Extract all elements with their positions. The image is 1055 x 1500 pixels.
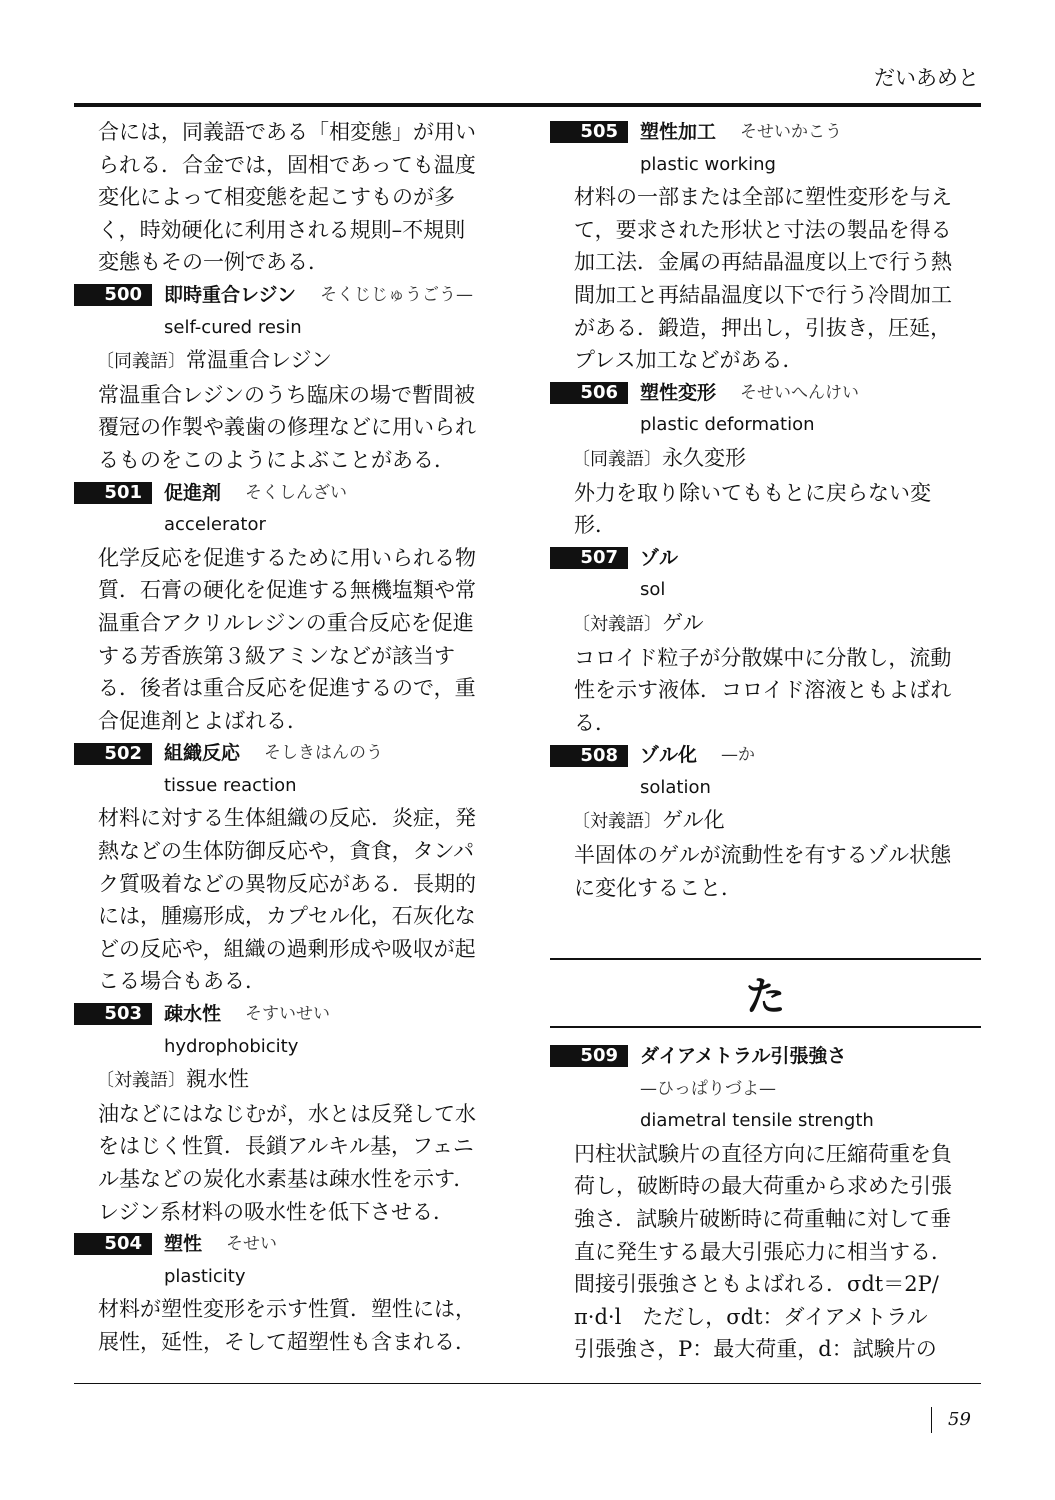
english-term: tissue reaction: [164, 774, 297, 796]
entry-505: [550, 116, 982, 377]
reading: そせいへんけい: [740, 382, 860, 403]
entry-number: 501: [74, 482, 152, 504]
reading: そしきはんのう: [264, 743, 384, 764]
text-line: 展性，延性，そして超塑性も含まれる．: [98, 1329, 476, 1354]
text-line: 質．石膏の硬化を促進する無機塩類や常: [98, 578, 476, 603]
text-line: 温重合アクリルレジンの重合反応を促進: [98, 610, 474, 635]
reading: —か: [721, 745, 756, 766]
english-term: sol: [640, 579, 666, 601]
text-line: 間加工と再結晶温度以下で行う冷間加工: [574, 282, 952, 307]
right-column: [550, 116, 982, 904]
text-line: く，時効硬化に利用される規則–不規則: [98, 217, 466, 242]
text-line: 変態もその一例である．: [98, 250, 329, 275]
entry-number: 506: [550, 382, 628, 404]
headword: 塑性加工: [640, 121, 717, 143]
footer-divider: [931, 1407, 932, 1433]
antonym-label: 〔対義語〕: [572, 613, 662, 635]
text-line: 荷し，破断時の最大荷重から求めた引張: [574, 1174, 952, 1199]
section-heading-ta: た: [550, 958, 981, 1028]
synonym: 常温重合レジン: [186, 348, 332, 373]
entry-number: 504: [74, 1233, 152, 1255]
headword: 即時重合レジン: [164, 283, 297, 306]
reading: そせい: [226, 1234, 278, 1255]
text-line: どの反応や，組織の過剰形成や吸収が起: [98, 936, 476, 961]
english-term: plasticity: [164, 1265, 246, 1287]
text-line: 覆冠の作製や義歯の修理などに用いられ: [98, 415, 476, 440]
english-term: plastic deformation: [640, 414, 815, 436]
text-line: 間接引張強さともよばれる．σdt＝2P/: [574, 1272, 939, 1297]
synonym-label: 〔同義語〕: [572, 448, 662, 470]
entry-number: 508: [550, 745, 628, 767]
text-line: 材料の一部または全部に塑性変形を与え: [574, 185, 952, 210]
entry-501: [74, 477, 506, 738]
headword: ゾル化: [640, 744, 698, 767]
right-column-continued: [550, 1040, 982, 1366]
text-line: π·d·l ただし，σdt：ダイアメトラル: [574, 1304, 928, 1329]
english-term: solation: [640, 776, 711, 798]
text-line: 材料に対する生体組織の反応．炎症，発: [98, 806, 476, 831]
entry-507: [550, 542, 982, 740]
antonym-label: 〔対義語〕: [96, 1070, 186, 1092]
reading: そくじじゅうごう—: [320, 284, 474, 305]
english-term: accelerator: [164, 514, 266, 536]
text-line: コロイド粒子が分散媒中に分散し，流動: [574, 645, 952, 670]
text-line: ク質吸着などの異物反応がある．長期的: [98, 871, 476, 896]
text-line: る．: [574, 710, 616, 735]
text-line: する芳香族第３級アミンなどが該当す: [98, 643, 455, 668]
antonym: ゲル化: [662, 808, 725, 833]
text-line: には，腫瘍形成，カプセル化，石灰化な: [98, 904, 476, 929]
text-line: レジン系材料の吸水性を低下させる．: [98, 1199, 454, 1224]
text-line: 熱などの生体防御反応や，貪食，タンパ: [98, 839, 475, 864]
text-line: 材料が塑性変形を示す性質．塑性には，: [98, 1297, 476, 1322]
text-line: られる．合金では，固相であっても温度: [98, 152, 476, 177]
text-line: るものをこのようによぶことがある．: [98, 447, 455, 472]
text-line: 円柱状試験片の直径方向に圧縮荷重を負: [574, 1141, 952, 1166]
continued-text: [74, 116, 506, 279]
synonym: 永久変形: [662, 445, 746, 470]
synonym-label: 〔同義語〕: [96, 351, 186, 373]
entry-509: [550, 1040, 982, 1366]
text-line: 合促進剤とよばれる．: [98, 708, 308, 733]
entry-508: [550, 739, 982, 904]
text-line: 外力を取り除いてももとに戻らない変: [574, 480, 931, 505]
headword: 組織反応: [164, 742, 241, 765]
running-head: だいあめと: [874, 66, 979, 90]
text-line: こる場合もある．: [98, 969, 266, 994]
english-term: diametral tensile strength: [640, 1110, 874, 1132]
headword: 疎水性: [164, 1003, 222, 1026]
page-number: 59: [948, 1409, 971, 1430]
text-line: 加工法．金属の再結晶温度以上で行う熱: [574, 250, 952, 275]
text-line: 合には，同義語である「相変態」が用い: [98, 120, 476, 144]
headword: ゾル: [640, 546, 679, 569]
headword: 促進剤: [164, 481, 222, 504]
headword: 塑性: [164, 1233, 203, 1256]
text-line: 油などにはなじむが，水とは反発して水: [98, 1101, 476, 1126]
entry-504: [74, 1228, 506, 1358]
entry-500: [74, 279, 506, 477]
entry-502: [74, 737, 506, 998]
english-term: hydrophobicity: [164, 1035, 299, 1057]
text-line: 引張強さ，P：最大荷重，d：試験片の: [574, 1337, 937, 1362]
text-line: 性を示す液体．コロイド溶液ともよばれ: [574, 678, 952, 703]
text-line: ル基などの炭化水素基は疎水性を示す．: [98, 1167, 475, 1191]
antonym-label: 〔対義語〕: [572, 811, 662, 833]
text-line: をはじく性質．長鎖アルキル基，フェニ: [98, 1134, 474, 1159]
text-line: 強さ．試験片破断時に荷重軸に対して垂: [574, 1206, 952, 1231]
text-line: 化学反応を促進するために用いられる物: [98, 545, 476, 570]
text-line: に変化すること．: [574, 875, 742, 900]
left-column: [74, 116, 506, 1359]
entry-503: [74, 998, 506, 1228]
antonym: ゲル: [662, 610, 704, 635]
text-line: る．後者は重合反応を促進するので，重: [98, 676, 476, 701]
entry-506: [550, 377, 982, 542]
text-line: がある．鍛造，押出し，引抜き，圧延，: [574, 315, 952, 340]
headword: 塑性変形: [640, 381, 717, 404]
reading: そくしんざい: [245, 482, 348, 503]
reading: そすいせい: [245, 1004, 331, 1025]
entry-number: 505: [550, 121, 628, 143]
english-term: self-cured resin: [164, 316, 302, 338]
entry-number: 500: [74, 284, 152, 306]
english-term: plastic working: [640, 153, 776, 175]
text-line: 直に発生する最大引張応力に相当する．: [574, 1239, 952, 1264]
text-line: て，要求された形状と寸法の製品を得る: [574, 217, 952, 242]
text-line: 半固体のゲルが流動性を有するゾル状態: [574, 843, 952, 868]
footer-rule: [74, 1383, 981, 1384]
text-line: 形．: [574, 513, 616, 538]
reading: —ひっぱりづよ—: [640, 1078, 776, 1099]
entry-number: 503: [74, 1003, 152, 1025]
text-line: プレス加工などがある．: [574, 348, 804, 373]
text-line: 常温重合レジンのうち臨床の場で暫間被: [98, 382, 475, 407]
antonym: 親水性: [186, 1067, 249, 1092]
header-rule: [74, 103, 981, 107]
headword: ダイアメトラル引張強さ: [640, 1045, 847, 1067]
entry-number: 509: [550, 1045, 628, 1067]
entry-number: 507: [550, 547, 628, 569]
reading: そせいかこう: [740, 122, 843, 142]
text-line: 変化によって相変態を起こすものが多: [98, 185, 455, 210]
entry-number: 502: [74, 743, 152, 765]
